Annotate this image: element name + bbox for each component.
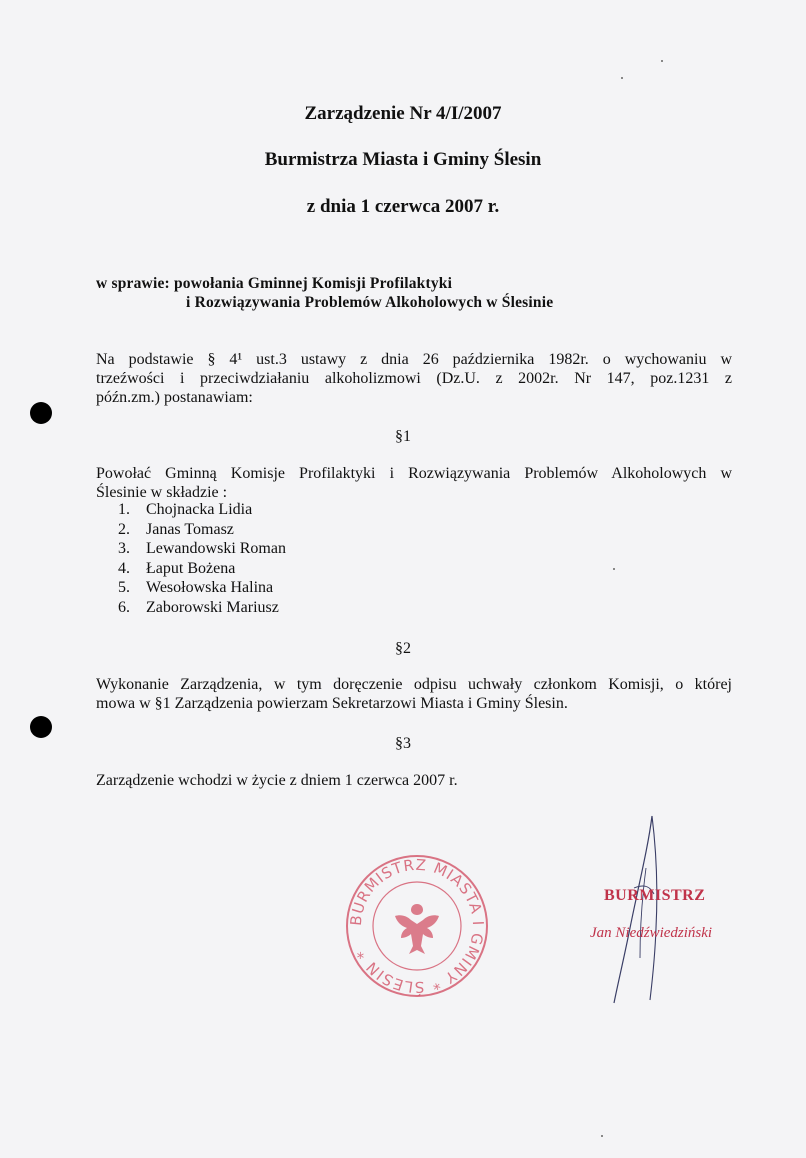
section-2-line: mowa w §1 Zarządzenia powierzam Sekretarzowi Miasta i Gminy Ślesin. [96,695,568,712]
section-1-paragraph [96,464,732,502]
section-1-mark: §1 [395,428,411,445]
issuing-authority: Burmistrza Miasta i Gminy Ślesin [264,149,542,170]
subject-line-1: w sprawie: powołania Gminnej Komisji Profilaktyki [96,275,453,292]
stamp-name: Jan Niedźwiedziński [590,925,713,941]
section-1-line: Ślesinie w składzie : [96,484,228,501]
section-3-paragraph [96,771,732,790]
scan-speck [613,568,615,570]
preamble-line: późn.zm.) postanawiam: [96,389,253,406]
stamp-ring-text: BURMISTRZ MIASTA I GMINY * ŚLESIN * [346,855,488,997]
section-2-line: Wykonanie Zarządzenia, w tym doręczenie odpisu uchwały członkom Komisji, o której [96,676,732,693]
preamble-line: trzeźwości i przeciwdziałaniu alkoholizmowi (Dz.U. z 2002r. Nr 147, poz.1231 z [96,370,732,387]
handwritten-signature [600,808,680,1008]
section-2-paragraph [96,675,732,713]
section-2-mark: §2 [395,640,411,657]
list-item: 2. Janas Tomasz [118,520,234,538]
document-title: Zarządzenie Nr 4/I/2007 [304,103,502,124]
list-item: 1. Chojnacka Lidia [118,501,253,518]
eagle-emblem-icon [395,904,439,954]
scan-speck [621,77,623,79]
preamble-line: Na podstawie § 4¹ ust.3 ustawy z dnia 26 października 1982r. o wychowaniu w [96,351,732,368]
list-item: 4. Łaput Bożena [118,559,236,577]
punch-hole [30,402,52,424]
scan-speck [601,1135,603,1137]
list-item: 6. Zaborowski Mariusz [118,598,279,616]
member-list [118,500,286,617]
official-seal-stamp [343,852,491,1000]
list-item: 5. Wesołowska Halina [118,579,274,596]
document-date: z dnia 1 czerwca 2007 r. [306,196,500,217]
subject-line-2: i Rozwiązywania Problemów Alkoholowych w Ślesinie [186,294,554,311]
section-1-line: Powołać Gminną Komisje Profilaktyki i Rozwiązywania Problemów Alkoholowych w [96,465,732,482]
preamble-paragraph [96,350,732,407]
list-item: 3. Lewandowski Roman [118,540,286,557]
stamp-title: BURMISTRZ [604,887,706,904]
section-3-line: Zarządzenie wchodzi w życie z dniem 1 czerwca 2007 r. [96,772,458,789]
scan-speck [661,60,663,62]
section-3-mark: §3 [395,735,411,752]
